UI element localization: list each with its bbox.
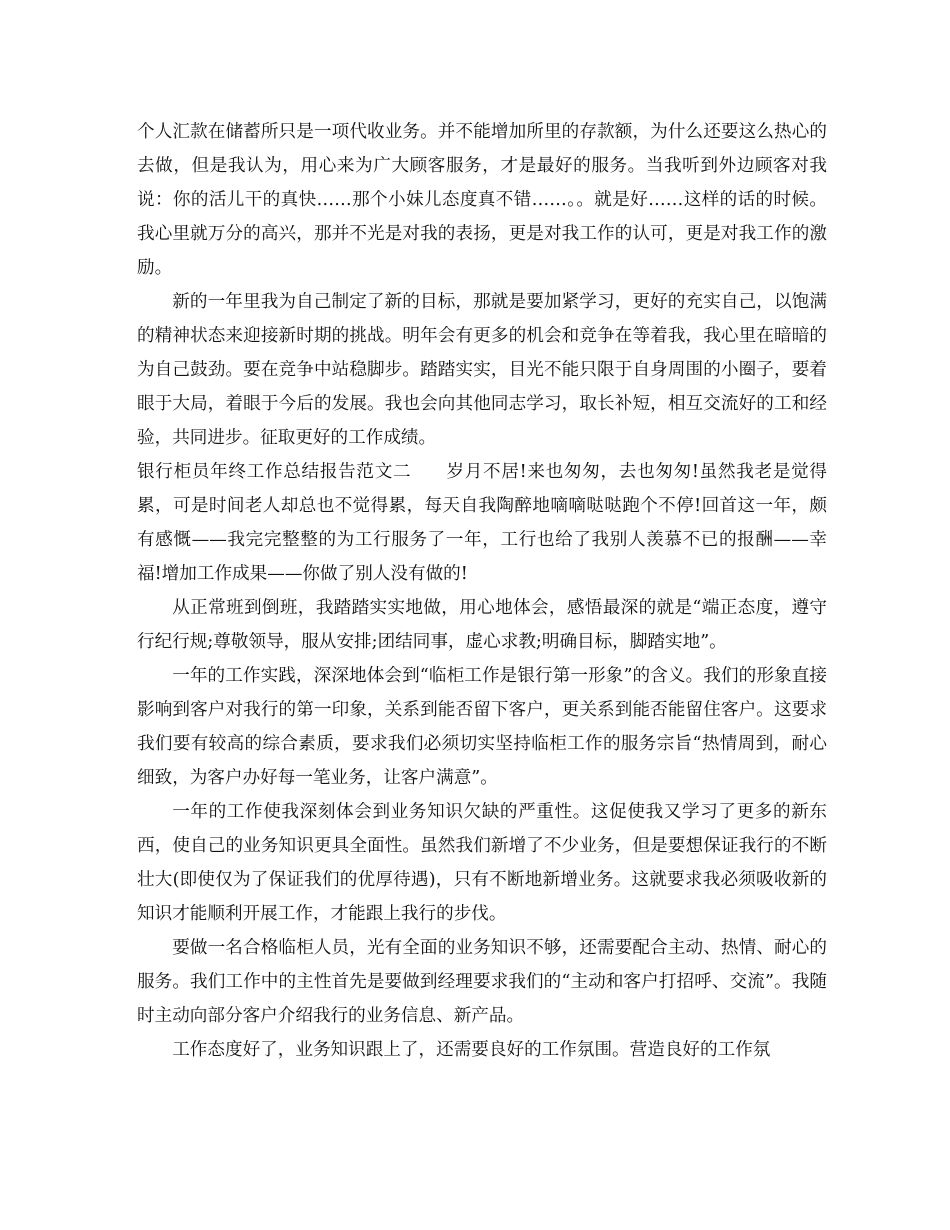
paragraph-3 [137,455,827,591]
paragraph-7: 要做一名合格临柜人员，光有全面的业务知识不够，还需要配合主动、热情、耐心的服务。我们工作中的主性首先是要做到经理要求我们的“主动和客户打招呼、交流”。我随时主动向部分客户介绍我行的业务信息、新产品。 [137,938,827,1026]
section-heading: 银行柜员年终工作总结报告范文二 [137,462,412,482]
paragraph-5: 一年的工作实践，深深地体会到“临柜工作是银行第一形象”的含义。我们的形象直接影响到客户对我行的第一印象，关系到能否留下客户，更关系到能否能留住客户。这要求我们要有较高的综合素质，要求我们必须切实坚持临柜工作的服务宗旨“热情周到，耐心细致，为客户办好每一笔业务，让客户满意”。 [137,666,827,788]
paragraph-6: 一年的工作使我深刻体会到业务知识欠缺的严重性。这促使我又学习了更多的新东西，使自己的业务知识更具全面性。虽然我们新增了不少业务，但是要想保证我行的不断壮大(即使仅为了保证我们的优厚待遇)，只有不断地新增业务。这就要求我必须吸收新的知识才能顺利开展工作，才能跟上我行的步伐。 [137,802,827,924]
paragraph-2: 新的一年里我为自己制定了新的目标，那就是要加紧学习，更好的充实自己，以饱满的精神状态来迎接新时期的挑战。明年会有更多的机会和竞争在等着我，我心里在暗暗的为自己鼓劲。要在竞争中站稳脚步。踏踏实实，目光不能只限于自身周围的小圈子，要着眼于大局，着眼于今后的发展。我也会向其他同志学习，取长补短，相互交流好的工和经验，共同进步。征取更好的工作成绩。 [137,292,827,448]
paragraph-1: 个人汇款在储蓄所只是一项代收业务。并不能增加所里的存款额，为什么还要这么热心的去做，但是我认为，用心来为广大顾客服务，才是最好的服务。当我听到外边顾客对我说：你的活儿干的真快……那个小妹儿态度真不错……。。就是好……这样的话的时候。我心里就万分的高兴，那并不光是对我的表扬，更是对我工作的认可，更是对我工作的激励。 [137,122,827,278]
paragraph-4: 从正常班到倒班，我踏踏实实地做，用心地体会，感悟最深的就是“端正态度，遵守行纪行规;尊敬领导，服从安排;团结同事，虚心求教;明确目标，脚踏实地”。 [137,598,827,652]
paragraph-3-text: 岁月不居!来也匆匆，去也匆匆!虽然我老是觉得累，可是时间老人却总也不觉得累，每天自我陶醉地嘀嘀哒哒跑个不停!回首这一年，颇有感慨——我完完整整的为工行服务了一年，工行也给了我别人羡慕不已的报酬——幸福!增加工作成果——你做了别人没有做的! [137,462,827,584]
document-body [137,115,827,1067]
paragraph-8: 工作态度好了，业务知识跟上了，还需要良好的工作氛围。营造良好的工作氛 [172,1040,771,1060]
